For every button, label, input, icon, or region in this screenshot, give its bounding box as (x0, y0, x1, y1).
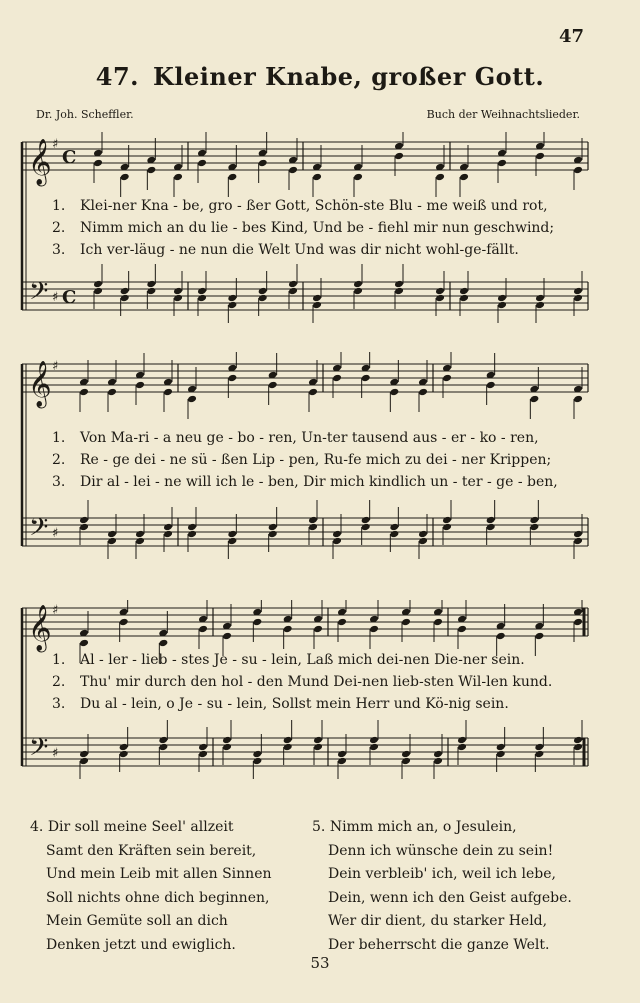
verse-line: 2. Re - ge dei - ne sü - ßen Lip - pen, Ru-fe mich zu dei - ner Krippen; (52, 452, 552, 468)
svg-text:♯: ♯ (52, 526, 59, 541)
staff-notation-2 (18, 352, 598, 584)
stanza-4 (30, 816, 272, 957)
page-number-top: 47 (558, 26, 584, 47)
svg-text:♯: ♯ (52, 290, 59, 305)
stanza-number: 5. (312, 819, 326, 835)
verse-line: 3. Dir al - lei - ne will ich le - ben, Dir mich kindlich un - ter - ge - ben, (52, 474, 558, 490)
stanza-line: Soll nichts ohne dich beginnen, (46, 889, 270, 906)
hymn-title: Kleiner Knabe, großer Gott. (153, 62, 545, 91)
stanza-line: Samt den Kräften sein bereit, (46, 842, 257, 859)
stanza-line: Der beherrscht die ganze Welt. (328, 936, 550, 953)
verse-line: 3. Du al - lein, o Je - su - lein, Sollst mein Herr und Kö-nig sein. (52, 696, 509, 712)
verse-line: 1. Al - ler - lieb - stes Je - su - lein, Laß mich dei-nen Die-ner sein. (52, 652, 525, 668)
svg-text:♯: ♯ (52, 746, 59, 761)
svg-text:𝄢: 𝄢 (29, 277, 49, 312)
stanza-line: Dein, wenn ich den Geist aufgebe. (328, 889, 572, 906)
svg-text:♯: ♯ (52, 137, 59, 152)
hymn-number: 47. (95, 62, 140, 91)
stanza-line: Denken jetzt und ewiglich. (46, 936, 236, 953)
svg-text:C: C (62, 147, 77, 168)
svg-text:𝄞: 𝄞 (28, 605, 52, 651)
hymn-title-row (0, 62, 640, 91)
svg-text:𝄞: 𝄞 (28, 139, 52, 185)
verse-line: 3. Ich ver-läug - ne nun die Welt Und was dir nicht wohl-ge-fällt. (52, 242, 519, 258)
page-number-bottom: 53 (310, 954, 330, 972)
svg-text:𝄞: 𝄞 (28, 361, 52, 407)
stanza-line: Dein verbleib' ich, weil ich lebe, (328, 866, 556, 882)
music-system-1 (18, 132, 598, 342)
stanza-number: 4. (30, 819, 44, 835)
stanza-line: Wer dir dient, du starker Held, (328, 913, 548, 929)
verse-line: 1. Klei-ner Kna - be, gro - ßer Gott, Schön-ste Blu - me weiß und rot, (52, 198, 548, 214)
author-credit: Dr. Joh. Scheffler. (36, 108, 134, 121)
stanza-line: Denn ich wünsche dein zu sein! (328, 842, 554, 859)
verse-line: 2. Nimm mich an du lie - bes Kind, Und be - fiehl mir nun geschwind; (52, 220, 555, 236)
verse-line: 2. Thu' mir durch den hol - den Mund Dei-nen lieb-sten Wil-len kund. (52, 674, 553, 690)
music-system-2 (18, 352, 598, 584)
music-system-3 (18, 600, 598, 810)
svg-text:C: C (62, 287, 77, 308)
stanza-line: Und mein Leib mit allen Sinnen (46, 866, 272, 882)
staff-notation-1 (18, 132, 598, 342)
svg-text:♯: ♯ (52, 359, 59, 374)
svg-text:𝄢: 𝄢 (29, 513, 49, 548)
verse-line: 1. Von Ma-ri - a neu ge - bo - ren, Un-ter tausend aus - er - ko - ren, (52, 430, 539, 446)
stanza-line: Dir soll meine Seel' allzeit (47, 819, 234, 835)
stanza-line: Mein Gemüte soll an dich (46, 913, 228, 929)
stanza-line: Nimm mich an, o Jesulein, (329, 819, 517, 835)
stanza-5 (312, 816, 572, 957)
source-credit: Buch der Weihnachtslieder. (426, 108, 580, 121)
svg-text:𝄢: 𝄢 (29, 733, 49, 768)
svg-text:♯: ♯ (52, 603, 59, 618)
